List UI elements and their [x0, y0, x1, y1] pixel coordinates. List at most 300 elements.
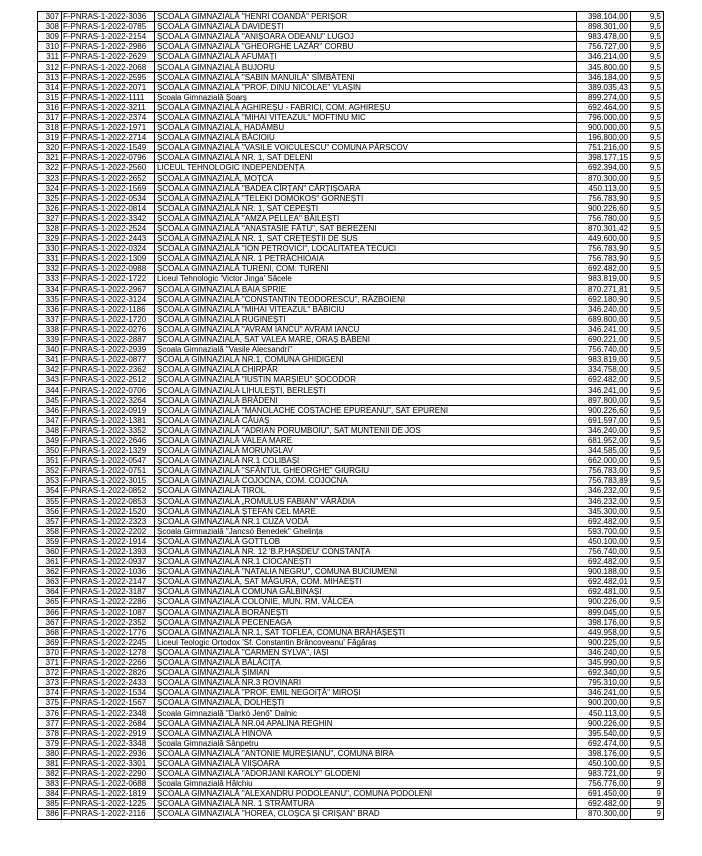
table-row [38, 809, 664, 819]
project-code-cell: F-PNRAS-1-2022-0937 [62, 557, 155, 567]
project-code-cell: F-PNRAS-1-2022-0276 [62, 324, 155, 334]
school-name-cell: ȘCOALA GIMNAZIALĂ NR. 1, SAT DELENI [155, 153, 577, 163]
table-row [38, 799, 664, 809]
amount-cell: 692.394,00 [577, 163, 631, 173]
school-name-cell: ȘCOALA GIMNAZIALĂ "ANASTASIE FĂTU", SAT BEREZENI [155, 223, 577, 233]
school-name-cell: ȘCOALA GIMNAZIALĂ NR.1, SAT TOFLEA, COMUNA BRĂHĂȘEȘTI [155, 627, 577, 637]
amount-cell: 450.113,00 [577, 708, 631, 718]
table-row [38, 678, 664, 688]
amount-cell: 450.100,00 [577, 758, 631, 768]
score-cell: 9,5 [631, 314, 664, 324]
row-number-cell: 340 [38, 345, 62, 355]
school-name-cell: ȘCOALA GIMNAZIALĂ "ALEXANDRU PODOLEANU", COMUNA PODOLENI [155, 789, 577, 799]
amount-cell: 900.225,00 [577, 637, 631, 647]
school-name-cell: ȘCOALA GIMNAZIALĂ NR.3 ROVINARI [155, 678, 577, 688]
amount-cell: 692.482,00 [577, 799, 631, 809]
row-number-cell: 345 [38, 395, 62, 405]
amount-cell: 756.740,00 [577, 345, 631, 355]
school-name-cell: ȘCOALA GIMNAZIALĂ "CONSTANTIN TEODORESCU", RĂZBOIENI [155, 294, 577, 304]
table-row [38, 567, 664, 577]
score-cell: 9,5 [631, 506, 664, 516]
row-number-cell: 332 [38, 264, 62, 274]
project-code-cell: F-PNRAS-1-2022-2290 [62, 769, 155, 779]
school-name-cell: ȘCOALA GIMNAZIALĂ COLONIE, MUN. RM. VÂLCEA [155, 597, 577, 607]
score-cell: 9,5 [631, 536, 664, 546]
table-row [38, 234, 664, 244]
school-name-cell: ȘCOALA GIMNAZIALĂ VALEA MARE [155, 435, 577, 445]
amount-cell: 900.226,00 [577, 718, 631, 728]
score-cell: 9,5 [631, 466, 664, 476]
school-name-cell: ȘCOALA GIMNAZIALĂ "ADORJANI KAROLY" GLODENI [155, 769, 577, 779]
school-name-cell: ȘCOALA GIMNAZIALĂ "AVRAM IANCU" AVRAM IANCU [155, 324, 577, 334]
row-number-cell: 334 [38, 284, 62, 294]
amount-cell: 983.721,00 [577, 769, 631, 779]
amount-cell: 751.216,00 [577, 143, 631, 153]
table-row [38, 395, 664, 405]
score-cell: 9 [631, 779, 664, 789]
table-row [38, 718, 664, 728]
row-number-cell: 308 [38, 22, 62, 32]
amount-cell: 450.100,00 [577, 536, 631, 546]
project-code-cell: F-PNRAS-1-2022-1569 [62, 183, 155, 193]
school-name-cell: ȘCOALA GIMNAZIALĂ "PROF. DINU NICOLAE" VLAȘIN [155, 82, 577, 92]
school-name-cell: Școala Gimnazială "Vasile Alecsandri" [155, 345, 577, 355]
row-number-cell: 310 [38, 42, 62, 52]
school-name-cell: Liceul Teologic Ortodox 'Sf. Constantin Brâncoveanu' Făgăraș [155, 637, 577, 647]
score-cell: 9,5 [631, 577, 664, 587]
row-number-cell: 313 [38, 72, 62, 82]
project-code-cell: F-PNRAS-1-2022-2646 [62, 435, 155, 445]
amount-cell: 692.482,00 [577, 557, 631, 567]
score-cell: 9,5 [631, 476, 664, 486]
row-number-cell: 317 [38, 112, 62, 122]
score-cell: 9,5 [631, 627, 664, 637]
table-row [38, 345, 664, 355]
school-name-cell: ȘCOALA GIMNAZIALĂ ȘIMIAN [155, 668, 577, 678]
project-code-cell: F-PNRAS-1-2022-2323 [62, 516, 155, 526]
table-row [38, 779, 664, 789]
row-number-cell: 318 [38, 123, 62, 133]
score-cell: 9,5 [631, 223, 664, 233]
table-row [38, 476, 664, 486]
school-name-cell: ȘCOALA GIMNAZIALĂ "ANTONIE MUREȘIANU", COMUNA BIRA [155, 748, 577, 758]
score-cell: 9,5 [631, 183, 664, 193]
row-number-cell: 352 [38, 466, 62, 476]
table-row [38, 223, 664, 233]
amount-cell: 692.340,00 [577, 668, 631, 678]
score-cell: 9,5 [631, 708, 664, 718]
table-row [38, 748, 664, 758]
project-code-cell: F-PNRAS-1-2022-0988 [62, 264, 155, 274]
table-row [38, 435, 664, 445]
project-code-cell: F-PNRAS-1-2022-2919 [62, 728, 155, 738]
amount-cell: 345.300,00 [577, 506, 631, 516]
amount-cell: 983.819,00 [577, 355, 631, 365]
amount-cell: 593.700,00 [577, 526, 631, 536]
score-cell: 9,5 [631, 82, 664, 92]
table-row [38, 375, 664, 385]
school-name-cell: Școala Gimnazială Hălchiu [155, 779, 577, 789]
table-row [38, 62, 664, 72]
score-cell: 9,5 [631, 355, 664, 365]
score-cell: 9,5 [631, 415, 664, 425]
school-name-cell: ȘCOALA GIMNAZIALĂ "MIHAI VITEAZUL" MOFTINU MIC [155, 112, 577, 122]
score-cell: 9,5 [631, 133, 664, 143]
amount-cell: 756.783,90 [577, 244, 631, 254]
row-number-cell: 326 [38, 203, 62, 213]
project-code-cell: F-PNRAS-1-2022-2286 [62, 597, 155, 607]
amount-cell: 346.241,00 [577, 385, 631, 395]
score-cell: 9,5 [631, 607, 664, 617]
table-row [38, 516, 664, 526]
project-code-cell: F-PNRAS-1-2022-1549 [62, 143, 155, 153]
table-row [38, 324, 664, 334]
project-code-cell: F-PNRAS-1-2022-2266 [62, 658, 155, 668]
score-cell: 9,5 [631, 425, 664, 435]
row-number-cell: 369 [38, 637, 62, 647]
row-number-cell: 358 [38, 526, 62, 536]
school-name-cell: ȘCOALA GIMNAZIALĂ NR. 1 STRÂMTURA [155, 799, 577, 809]
project-code-cell: F-PNRAS-1-2022-0877 [62, 355, 155, 365]
amount-cell: 395.540,00 [577, 728, 631, 738]
table-row [38, 32, 664, 42]
score-cell: 9,5 [631, 516, 664, 526]
table-row [38, 123, 664, 133]
score-cell: 9,5 [631, 385, 664, 395]
project-code-cell: F-PNRAS-1-2022-2352 [62, 617, 155, 627]
project-code-cell: F-PNRAS-1-2022-2684 [62, 718, 155, 728]
project-code-cell: F-PNRAS-1-2022-1087 [62, 607, 155, 617]
amount-cell: 795.310,00 [577, 678, 631, 688]
school-name-cell: ȘCOALA GIMNAZIALĂ, HADÂMBU [155, 123, 577, 133]
table-row [38, 506, 664, 516]
score-cell: 9,5 [631, 435, 664, 445]
amount-cell: 756.780,00 [577, 213, 631, 223]
score-cell: 9,5 [631, 52, 664, 62]
score-cell: 9,5 [631, 213, 664, 223]
row-number-cell: 328 [38, 223, 62, 233]
row-number-cell: 354 [38, 486, 62, 496]
document-page [37, 11, 663, 820]
project-code-cell: F-PNRAS-1-2022-1393 [62, 546, 155, 556]
table-row [38, 12, 664, 22]
school-name-cell: ȘCOALA GIMNAZIALĂ "VASILE VOICULESCU" COMUNA PÂRSCOV [155, 143, 577, 153]
school-name-cell: ȘCOALA GIMNAZIALĂ „ROMULUS FABIAN" VĂRĂDIA [155, 496, 577, 506]
school-name-cell: ȘCOALA GIMNAZIALĂ "IUSTIN MARȘIEU" ȘOCODOR [155, 375, 577, 385]
project-code-cell: F-PNRAS-1-2022-0324 [62, 244, 155, 254]
school-name-cell: ȘCOALA GIMNAZIALĂ LIHULEȘTI, BERLEȘTI [155, 385, 577, 395]
score-cell: 9,5 [631, 496, 664, 506]
project-code-cell: F-PNRAS-1-2022-3352 [62, 425, 155, 435]
row-number-cell: 380 [38, 748, 62, 758]
amount-cell: 898.301,00 [577, 22, 631, 32]
row-number-cell: 371 [38, 658, 62, 668]
amount-cell: 796.000,00 [577, 112, 631, 122]
row-number-cell: 330 [38, 244, 62, 254]
row-number-cell: 376 [38, 708, 62, 718]
amount-cell: 692.482,00 [577, 375, 631, 385]
row-number-cell: 382 [38, 769, 62, 779]
row-number-cell: 360 [38, 546, 62, 556]
row-number-cell: 338 [38, 324, 62, 334]
score-cell: 9,5 [631, 244, 664, 254]
row-number-cell: 359 [38, 536, 62, 546]
school-name-cell: ȘCOALA GIMNAZIALĂ COMUNA GĂLBINAȘI [155, 587, 577, 597]
table-row [38, 466, 664, 476]
school-name-cell: ȘCOALA GIMNAZIALĂ BĂCIOIU [155, 133, 577, 143]
project-code-cell: F-PNRAS-1-2022-0706 [62, 385, 155, 395]
row-number-cell: 342 [38, 365, 62, 375]
project-code-cell: F-PNRAS-1-2022-0534 [62, 193, 155, 203]
score-cell: 9,5 [631, 668, 664, 678]
project-code-cell: F-PNRAS-1-2022-1971 [62, 123, 155, 133]
table-row [38, 536, 664, 546]
school-name-cell: ȘCOALA GIMNAZIALĂ "NATALIA NEGRU", COMUNA BUCIUMENI [155, 567, 577, 577]
school-name-cell: ȘCOALA GIMNAZIALĂ, DOLHEȘTI [155, 698, 577, 708]
school-name-cell: ȘCOALA GIMNAZIALĂ, SAT MĂGURA, COM. MIHAEȘTI [155, 577, 577, 587]
project-code-cell: F-PNRAS-1-2022-2826 [62, 668, 155, 678]
table-row [38, 758, 664, 768]
score-cell: 9,5 [631, 22, 664, 32]
amount-cell: 345.990,00 [577, 658, 631, 668]
score-cell: 9,5 [631, 112, 664, 122]
project-code-cell: F-PNRAS-1-2022-1309 [62, 254, 155, 264]
score-cell: 9,5 [631, 254, 664, 264]
score-cell: 9,5 [631, 526, 664, 536]
row-number-cell: 363 [38, 577, 62, 587]
row-number-cell: 375 [38, 698, 62, 708]
school-name-cell: ȘCOALA GIMNAZIALĂ "ION PETROVICI", LOCALITATEA TECUCI [155, 244, 577, 254]
amount-cell: 756.740,00 [577, 546, 631, 556]
amount-cell: 756.776,00 [577, 779, 631, 789]
funding-results-table [37, 11, 664, 820]
amount-cell: 691.450,00 [577, 789, 631, 799]
row-number-cell: 316 [38, 102, 62, 112]
school-name-cell: ȘCOALA GIMNAZIALĂ RUGINEȘTI [155, 314, 577, 324]
school-name-cell: ȘCOALA GIMNAZIALĂ NR.1 COLIBAȘI [155, 456, 577, 466]
amount-cell: 692.482,00 [577, 516, 631, 526]
amount-cell: 398.104,00 [577, 12, 631, 22]
row-number-cell: 339 [38, 335, 62, 345]
row-number-cell: 312 [38, 62, 62, 72]
amount-cell: 870.300,00 [577, 173, 631, 183]
table-row [38, 173, 664, 183]
school-name-cell: ȘCOALA GIMNAZIALĂ "HENRI COANDĂ" PERIȘOR [155, 12, 577, 22]
row-number-cell: 384 [38, 789, 62, 799]
amount-cell: 756.783,89 [577, 476, 631, 486]
row-number-cell: 314 [38, 82, 62, 92]
table-row [38, 526, 664, 536]
score-cell: 9,5 [631, 597, 664, 607]
table-row [38, 415, 664, 425]
row-number-cell: 368 [38, 627, 62, 637]
row-number-cell: 381 [38, 758, 62, 768]
table-row [38, 486, 664, 496]
school-name-cell: ȘCOALA GIMNAZIALĂ "MIHAI VITEAZUL" BĂBICIU [155, 304, 577, 314]
amount-cell: 692.180,90 [577, 294, 631, 304]
amount-cell: 900.226,60 [577, 405, 631, 415]
score-cell: 9,5 [631, 335, 664, 345]
project-code-cell: F-PNRAS-1-2022-3036 [62, 12, 155, 22]
score-cell: 9,5 [631, 647, 664, 657]
row-number-cell: 365 [38, 597, 62, 607]
row-number-cell: 333 [38, 274, 62, 284]
row-number-cell: 378 [38, 728, 62, 738]
row-number-cell: 373 [38, 678, 62, 688]
row-number-cell: 319 [38, 133, 62, 143]
table-row [38, 637, 664, 647]
row-number-cell: 321 [38, 153, 62, 163]
table-row [38, 627, 664, 637]
school-name-cell: ȘCOALA GIMNAZIALĂ HINOVA [155, 728, 577, 738]
project-code-cell: F-PNRAS-1-2022-1776 [62, 627, 155, 637]
amount-cell: 344.585,00 [577, 446, 631, 456]
table-row [38, 133, 664, 143]
amount-cell: 449.958,00 [577, 627, 631, 637]
row-number-cell: 386 [38, 809, 62, 819]
row-number-cell: 323 [38, 173, 62, 183]
project-code-cell: F-PNRAS-1-2022-1329 [62, 446, 155, 456]
amount-cell: 196.800,00 [577, 133, 631, 143]
amount-cell: 899.274,00 [577, 92, 631, 102]
table-row [38, 658, 664, 668]
school-name-cell: ȘCOALA GIMNAZIALĂ "MANOLACHE COSTACHE EPUREANU", SAT EPURENI [155, 405, 577, 415]
score-cell: 9,5 [631, 557, 664, 567]
school-name-cell: ȘCOALA GIMNAZIALĂ BRĂDENI [155, 395, 577, 405]
project-code-cell: F-PNRAS-1-2022-2202 [62, 526, 155, 536]
school-name-cell: ȘCOALA GIMNAZIALĂ NR. 12 'B.P.HAȘDEU' CONSTANȚA [155, 546, 577, 556]
score-cell: 9,5 [631, 678, 664, 688]
score-cell: 9,5 [631, 193, 664, 203]
row-number-cell: 311 [38, 52, 62, 62]
score-cell: 9,5 [631, 304, 664, 314]
score-cell: 9,5 [631, 102, 664, 112]
score-cell: 9,5 [631, 365, 664, 375]
project-code-cell: F-PNRAS-1-2022-1381 [62, 415, 155, 425]
row-number-cell: 349 [38, 435, 62, 445]
score-cell: 9,5 [631, 698, 664, 708]
table-row [38, 102, 664, 112]
school-name-cell: ȘCOALA GIMNAZIALĂ BUJORU [155, 62, 577, 72]
row-number-cell: 356 [38, 506, 62, 516]
school-name-cell: ȘCOALA GIMNAZIALĂ "CARMEN SYLVA", IAȘI [155, 647, 577, 657]
school-name-cell: ȘCOALA GIMNAZIALĂ NR.1 CUZA VODĂ [155, 516, 577, 526]
row-number-cell: 327 [38, 213, 62, 223]
score-cell: 9,5 [631, 375, 664, 385]
score-cell: 9,5 [631, 123, 664, 133]
table-row [38, 617, 664, 627]
school-name-cell: ȘCOALA GIMNAZIALĂ ȘTEFAN CEL MARE [155, 506, 577, 516]
score-cell: 9,5 [631, 294, 664, 304]
project-code-cell: F-PNRAS-1-2022-1567 [62, 698, 155, 708]
amount-cell: 692.482,00 [577, 264, 631, 274]
table-row [38, 355, 664, 365]
school-name-cell: ȘCOALA GIMNAZIALĂ DAVIDEȘTI [155, 22, 577, 32]
row-number-cell: 331 [38, 254, 62, 264]
row-number-cell: 347 [38, 415, 62, 425]
row-number-cell: 370 [38, 647, 62, 657]
amount-cell: 870.301,42 [577, 223, 631, 233]
row-number-cell: 320 [38, 143, 62, 153]
project-code-cell: F-PNRAS-1-2022-2939 [62, 345, 155, 355]
table-row [38, 738, 664, 748]
project-code-cell: F-PNRAS-1-2022-1720 [62, 314, 155, 324]
school-name-cell: ȘCOALA GIMNAZIALĂ CĂUAȘ [155, 415, 577, 425]
school-name-cell: ȘCOALA GIMNAZIALĂ "SFÂNTUL GHEORGHE" GIURGIU [155, 466, 577, 476]
row-number-cell: 361 [38, 557, 62, 567]
row-number-cell: 337 [38, 314, 62, 324]
score-cell: 9,5 [631, 486, 664, 496]
project-code-cell: F-PNRAS-1-2022-2967 [62, 284, 155, 294]
table-row [38, 294, 664, 304]
school-name-cell: ȘCOALA GIMNAZIALĂ "TELEKI DOMOKOS" GORNEȘTI [155, 193, 577, 203]
table-row [38, 193, 664, 203]
school-name-cell: ȘCOALA GIMNAZIALĂ BĂLĂCIȚA [155, 658, 577, 668]
score-cell: 9,5 [631, 274, 664, 284]
table-row [38, 546, 664, 556]
row-number-cell: 348 [38, 425, 62, 435]
table-row [38, 314, 664, 324]
project-code-cell: F-PNRAS-1-2022-2348 [62, 708, 155, 718]
school-name-cell: ȘCOALA GIMNAZIALĂ "GHEORGHE LAZĂR" CORBU [155, 42, 577, 52]
table-row [38, 112, 664, 122]
table-row [38, 607, 664, 617]
score-cell: 9 [631, 799, 664, 809]
score-cell: 9,5 [631, 42, 664, 52]
amount-cell: 346.241,00 [577, 324, 631, 334]
row-number-cell: 325 [38, 193, 62, 203]
school-name-cell: ȘCOALA GIMNAZIALĂ NR.1 CIOCANEȘTI [155, 557, 577, 567]
project-code-cell: F-PNRAS-1-2022-2512 [62, 375, 155, 385]
table-row [38, 52, 664, 62]
table-row [38, 153, 664, 163]
score-cell: 9,5 [631, 567, 664, 577]
school-name-cell: ȘCOALA GIMNAZIALĂ NR.1, COMUNA GHIDIGENI [155, 355, 577, 365]
amount-cell: 756.783,90 [577, 193, 631, 203]
score-cell: 9,5 [631, 587, 664, 597]
project-code-cell: F-PNRAS-1-2022-1036 [62, 567, 155, 577]
school-name-cell: LICEUL TEHNOLOGIC INDEPENDENȚA [155, 163, 577, 173]
project-code-cell: F-PNRAS-1-2022-3342 [62, 213, 155, 223]
amount-cell: 398.176,00 [577, 748, 631, 758]
row-number-cell: 341 [38, 355, 62, 365]
project-code-cell: F-PNRAS-1-2022-2936 [62, 748, 155, 758]
table-row [38, 335, 664, 345]
amount-cell: 346.240,00 [577, 425, 631, 435]
project-code-cell: F-PNRAS-1-2022-2652 [62, 173, 155, 183]
amount-cell: 900.000,00 [577, 123, 631, 133]
project-code-cell: F-PNRAS-1-2022-2154 [62, 32, 155, 42]
amount-cell: 870.271,81 [577, 284, 631, 294]
table-row [38, 22, 664, 32]
table-row [38, 274, 664, 284]
score-cell: 9,5 [631, 688, 664, 698]
score-cell: 9 [631, 789, 664, 799]
amount-cell: 900.200,00 [577, 698, 631, 708]
score-cell: 9,5 [631, 264, 664, 274]
amount-cell: 692.464,00 [577, 102, 631, 112]
school-name-cell: ȘCOALA GIMNAZIALĂ GOTTLOB [155, 536, 577, 546]
table-row [38, 254, 664, 264]
project-code-cell: F-PNRAS-1-2022-2887 [62, 335, 155, 345]
amount-cell: 346.240,00 [577, 647, 631, 657]
table-row [38, 456, 664, 466]
table-row [38, 82, 664, 92]
school-name-cell: Școala Gimnazială Șoarș [155, 92, 577, 102]
table-row [38, 365, 664, 375]
table-row [38, 728, 664, 738]
amount-cell: 756.783,00 [577, 466, 631, 476]
